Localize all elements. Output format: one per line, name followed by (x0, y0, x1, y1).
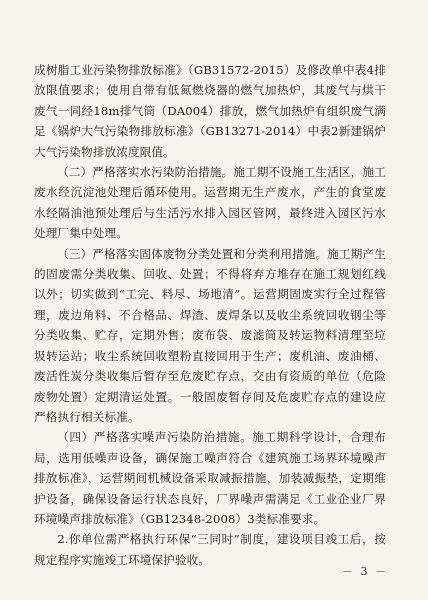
page-number: － 3 － (342, 565, 388, 578)
paragraph-noise-pollution: （四）严格落实噪声污染防治措施。施工期科学设计，合理布局，选用低噪声设备，确保施工噪声符合《建筑施工场界环境噪声排放标准》，运营期间机械设备采取减振措施，加装减振垫，定期维护设备，确保设备运行状态良好，厂界噪声需满足《工业企业厂界环境噪声排放标准》（GB12348-2008）3类标准要求。 (34, 430, 386, 526)
paragraph-water-pollution: （二）严格落实水污染防治措施。施工期不设施工生活区，施工废水经沉淀池处理后循环使用。运营期无生产废水，产生的食堂废水经隔油池预处理后与生活污水排入园区管网，最终进入园区污水处理厂集中处理。 (34, 165, 387, 241)
paragraph-emission-standards: 成树脂工业污染物排放标准》（GB31572-2015）及修改单中表4排放限值要求；使用自带有低氮燃烧器的燃气加热炉，其废气与烘干废气一同经18m排气筒（DA004）排放，燃气加热炉有组织废气满足《锅炉大气污染物排放标准》（GB13271-2014）中表2新建锅炉大气污染物排放浓度限值。 (34, 63, 386, 159)
paragraph-three-simultaneous: 2.你单位需严格执行环保“三同时”制度，建设项目竣工后，按规定程序实施竣工环境保护验收。 (34, 532, 386, 567)
paragraph-solid-waste: （三）严格落实固体废物分类处置和分类利用措施。施工期产生的固废需分类收集、回收、处置；不得将弃方堆存在施工规划红线以外；切实做到“工完、料尽、场地清”。运营期固废实行全过程管理，废边角料、不合格品、焊渣、废焊条以及收尘系统回收钢尘等分类收集、贮存，定期外售；废布袋、废滤筒及转运物料清理至垃圾转运站；收尘系统回收塑粉直接回用于生产；废机油、废油桶、废活性炭分类收集后暂存至危废贮存点，交由有资质的单位（危险废物处置）定期清运处置。一般固废暂存间及危废贮存点的建设应严格执行相关标准。 (34, 246, 387, 424)
